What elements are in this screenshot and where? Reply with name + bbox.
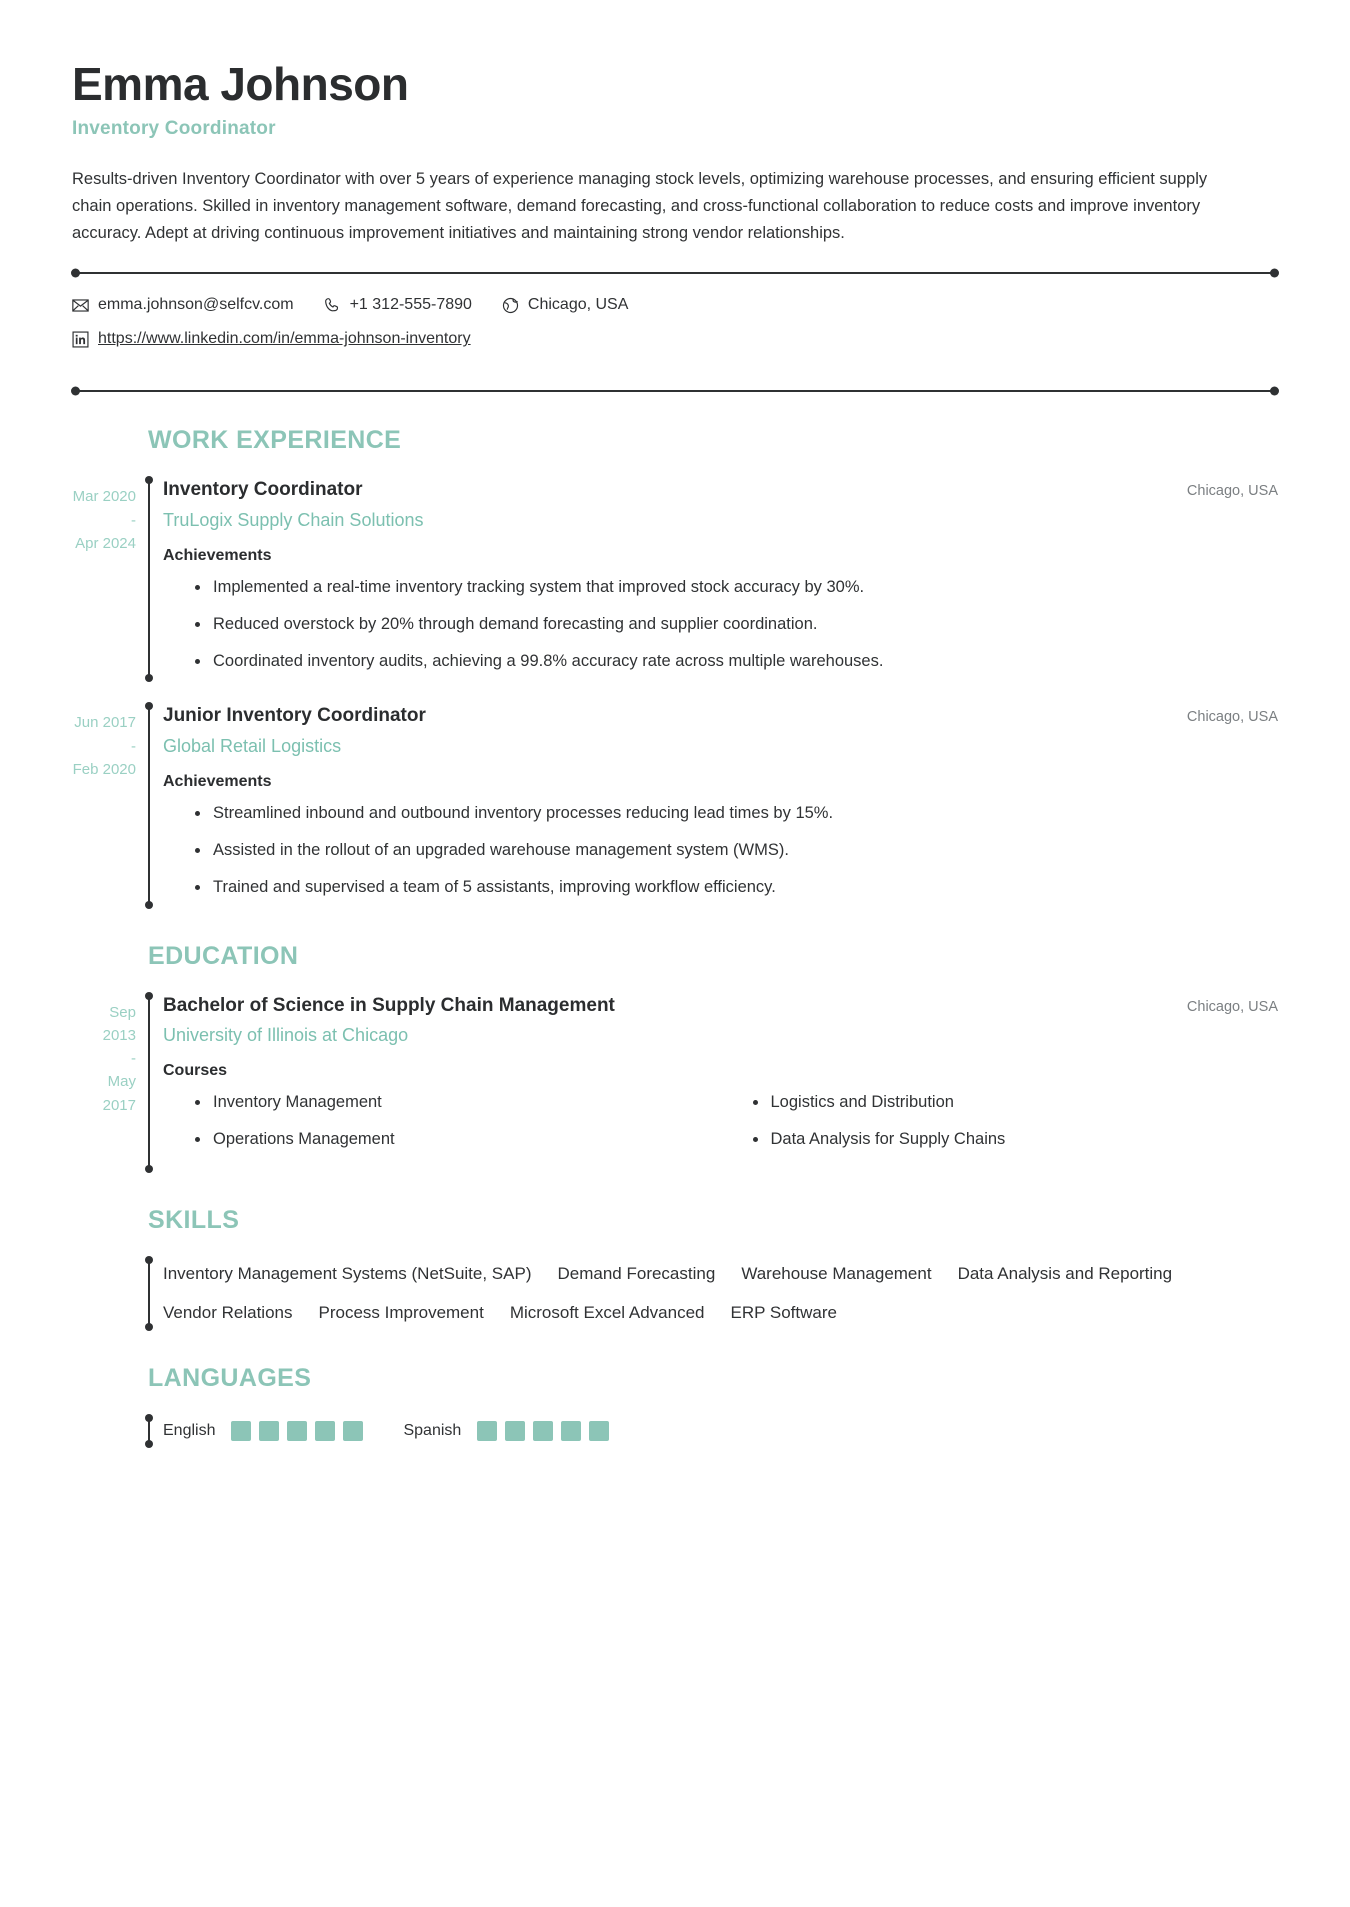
skill-item: Data Analysis and Reporting: [957, 1263, 1173, 1283]
timeline-rail: [148, 703, 150, 907]
education-entry-dates: [72, 993, 148, 1172]
header-job-title: Inventory Coordinator: [72, 118, 276, 140]
skill-item: ERP Software: [730, 1303, 837, 1323]
work-entry-bullets: [163, 575, 1278, 673]
level-square: [505, 1421, 525, 1441]
level-square: [477, 1421, 497, 1441]
languages-list: [163, 1415, 1278, 1447]
timeline-rail: [148, 1415, 150, 1447]
skill-item: Inventory Management Systems (NetSuite, SAP): [163, 1263, 532, 1283]
work-entry-dates: [72, 477, 148, 681]
list-item: Operations Management: [163, 1127, 721, 1152]
skill-item: Demand Forecasting: [557, 1263, 716, 1283]
list-item: Trained and supervised a team of 5 assistants, improving workflow efficiency.: [163, 875, 1278, 900]
contact-location: [502, 296, 629, 314]
section-title-education: EDUCATION: [148, 941, 299, 970]
education-entry: [72, 993, 1278, 1172]
contact-linkedin[interactable]: [72, 330, 471, 348]
education-entry-head: [163, 993, 1278, 1020]
list-item: Inventory Management: [163, 1090, 721, 1115]
education-entry-degree: Bachelor of Science in Supply Chain Management: [163, 994, 615, 1016]
level-square: [343, 1421, 363, 1441]
contact-email[interactable]: [72, 296, 294, 314]
work-entry-role: Inventory Coordinator: [163, 479, 363, 501]
education-entry-sublabel: Courses: [163, 1062, 228, 1080]
list-item: Coordinated inventory audits, achieving a 99.8% accuracy rate across multiple warehouses.: [163, 649, 1278, 674]
work-entry-head: [163, 477, 1278, 504]
work-entry-role: Junior Inventory Coordinator: [163, 705, 426, 727]
professional-summary: Results-driven Inventory Coordinator with over 5 years of experience managing stock levels, optimizing warehouse processes, and ensuring efficient supply chain operations. Skilled in inventory management software, demand forecasting, and cross-functional collaboration to reduce costs and improve inventory accuracy. Adept at driving continuous improvement initiatives and maintaining strong vendor relationships.: [72, 170, 1208, 242]
linkedin-icon: [72, 331, 89, 348]
section-work-experience: [72, 426, 1278, 907]
skill-item: Warehouse Management: [741, 1263, 932, 1283]
work-entry-organization: Global Retail Logistics: [163, 736, 342, 757]
work-entry-bullets: [163, 801, 1278, 899]
contact-phone-text: +1 312-555-7890: [349, 296, 472, 314]
date-end: Apr 2024: [75, 534, 136, 552]
contact-email-text: emma.johnson@selfcv.com: [98, 296, 294, 314]
header-block: [72, 60, 1278, 246]
date-dash: -: [131, 1050, 136, 1068]
page-title: Emma Johnson: [72, 58, 409, 110]
work-entry: [72, 703, 1278, 907]
section-title-languages: LANGUAGES: [148, 1363, 312, 1392]
work-entry-location: Chicago, USA: [1186, 709, 1278, 726]
timeline-rail: [148, 1257, 150, 1330]
timeline-rail: [148, 477, 150, 681]
globe-icon: [502, 297, 519, 314]
level-square: [231, 1421, 251, 1441]
work-entry-sublabel: Achievements: [163, 773, 272, 791]
language-item: [163, 1421, 363, 1441]
list-item: Implemented a real-time inventory tracking system that improved stock accuracy by 30%.: [163, 575, 1278, 600]
date-start: Jun 2017: [74, 714, 136, 732]
contact-block: [72, 274, 1278, 364]
education-entry-school: University of Illinois at Chicago: [163, 1025, 409, 1046]
skill-item: Vendor Relations: [163, 1303, 293, 1323]
education-entry-body: [150, 993, 1278, 1172]
date-end: Feb 2020: [72, 760, 136, 778]
timeline-rail: [148, 993, 150, 1172]
section-title-work: WORK EXPERIENCE: [148, 426, 402, 455]
contact-row-secondary: [72, 330, 1278, 348]
section-education: [72, 942, 1278, 1172]
contact-row-primary: [72, 296, 1278, 314]
skill-item: Process Improvement: [318, 1303, 484, 1323]
skills-entry: [72, 1257, 1278, 1330]
list-item: Assisted in the rollout of an upgraded warehouse management system (WMS).: [163, 838, 1278, 863]
work-entry-head: [163, 703, 1278, 730]
languages-entry: [72, 1415, 1278, 1447]
skills-list: [163, 1257, 1173, 1330]
language-level-dots: [477, 1421, 609, 1441]
level-square: [287, 1421, 307, 1441]
level-square: [533, 1421, 553, 1441]
divider-top: [72, 272, 1278, 274]
language-item: [403, 1421, 609, 1441]
date-end: May 2017: [102, 1073, 136, 1114]
date-start: Sep 2013: [102, 1003, 136, 1044]
contact-linkedin-text[interactable]: https://www.linkedin.com/in/emma-johnson-inventory: [98, 330, 471, 348]
date-dash: -: [131, 737, 136, 755]
envelope-icon: [72, 297, 89, 314]
level-square: [589, 1421, 609, 1441]
work-entry-body: [150, 477, 1278, 681]
phone-icon: [324, 297, 341, 314]
section-skills: [72, 1206, 1278, 1330]
education-entry-location: Chicago, USA: [1186, 998, 1278, 1015]
date-start: Mar 2020: [72, 488, 136, 506]
work-entry: [72, 477, 1278, 681]
section-languages: [72, 1364, 1278, 1447]
language-name: Spanish: [403, 1421, 462, 1439]
level-square: [315, 1421, 335, 1441]
work-entry-dates: [72, 703, 148, 907]
divider-bottom: [72, 390, 1278, 392]
list-item: Streamlined inbound and outbound inventory processes reducing lead times by 15%.: [163, 801, 1278, 826]
language-name: English: [163, 1421, 216, 1439]
level-square: [561, 1421, 581, 1441]
contact-phone[interactable]: [324, 296, 472, 314]
date-dash: -: [131, 511, 136, 529]
section-title-skills: SKILLS: [148, 1205, 240, 1234]
contact-location-text: Chicago, USA: [527, 296, 629, 314]
skills-body: [150, 1257, 1278, 1330]
work-entry-location: Chicago, USA: [1186, 483, 1278, 500]
work-entry-organization: TruLogix Supply Chain Solutions: [163, 510, 424, 531]
language-level-dots: [231, 1421, 363, 1441]
list-item: Logistics and Distribution: [721, 1090, 1279, 1115]
education-courses-list: [163, 1090, 1278, 1164]
work-entry-body: [150, 703, 1278, 907]
list-item: Data Analysis for Supply Chains: [721, 1127, 1279, 1164]
skill-item: Microsoft Excel Advanced: [509, 1303, 705, 1323]
languages-gutter: [72, 1415, 148, 1447]
list-item: Reduced overstock by 20% through demand forecasting and supplier coordination.: [163, 612, 1278, 637]
skills-gutter: [72, 1257, 148, 1330]
work-entry-sublabel: Achievements: [163, 547, 272, 565]
languages-body: [150, 1415, 1278, 1447]
level-square: [259, 1421, 279, 1441]
